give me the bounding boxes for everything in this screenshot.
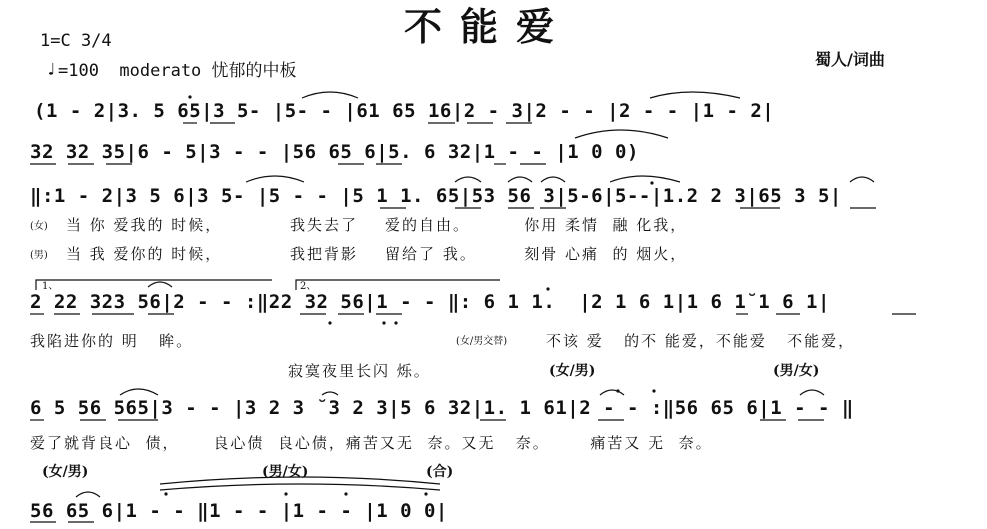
role-male-female-2: (男/女) (262, 464, 309, 480)
lyric-line-4b: 不该 爱 的不 能爱，不能爱 不能爱， (546, 332, 856, 350)
role-female-male-2: (女/男) (42, 464, 89, 480)
system-4-notes: 2 22 323 56|2 - - :‖22 32 56|1 - - ‖: 6 1 1. |2 1 6 1|1 6 1˘1 6 1| (30, 291, 830, 313)
system-1-notes: (1 - 2|3. 5 65|3 5- |5- - |61 65 16|2 - 3|2 - - |2 - - |1 - 2| (34, 100, 775, 122)
lyric-line-male: 当 我 爱你的 时候， 我把背影 留给了 我。 刻骨 心痛 的 烟火， (66, 245, 688, 263)
credit-line: 蜀人/词曲 (815, 50, 885, 69)
lyric-line-4a: 我陷进你的 明 眸。 (30, 332, 194, 350)
song-title: 不能爱 (404, 4, 573, 49)
quarter-note-icon: ♩ (46, 60, 57, 80)
key-time-signature: 1=C 3/4 (40, 31, 112, 51)
system-5-notes: 6 5 56 565|3 - - |3 2 3 ˘3 2 3|5 6 32|1. 1 61|2 - - :‖56 65 6|1 - - ‖ (30, 397, 854, 419)
lyric-line-4c: 寂寞夜里长闪 烁。 (288, 362, 431, 380)
voice-tag-female: (女) (30, 221, 48, 232)
system-2-notes: 32 32 35|6 - 5|3 - - |56 65 6|5. 6 32|1 - - |1 0 0) (30, 141, 639, 163)
alternation-tag: (女/男交替) (456, 336, 508, 347)
role-female-male: (女/男) (549, 363, 596, 379)
role-chorus: (合) (426, 464, 454, 480)
role-male-female: (男/女) (773, 363, 820, 379)
system-3-notes: ‖:1 - 2|3 5 6|3 5- |5 - - |5 1 1. 65|53 56 3|5-6|5--|1.2 2 3|65 3 5| (30, 185, 842, 207)
lyric-line-female: 当 你 爱我的 时候， 我失去了 爱的自由。 你用 柔情 融 化我， (66, 216, 688, 234)
volta-1-label: 1、 (42, 281, 59, 292)
tempo-marking: =100 moderato 忧郁的中板 (58, 61, 297, 81)
lyric-line-5: 爱了就背良心 债， 良心债 良心债，痛苦又无 奈。又无 奈。 痛苦又 无 奈。 (30, 434, 713, 452)
voice-tag-male: (男) (30, 250, 48, 261)
system-6-notes: 56 65 6|1 - - ‖1 - - |1 - - |1 0 0| (30, 500, 448, 522)
volta-2-label: 2、 (300, 281, 317, 292)
